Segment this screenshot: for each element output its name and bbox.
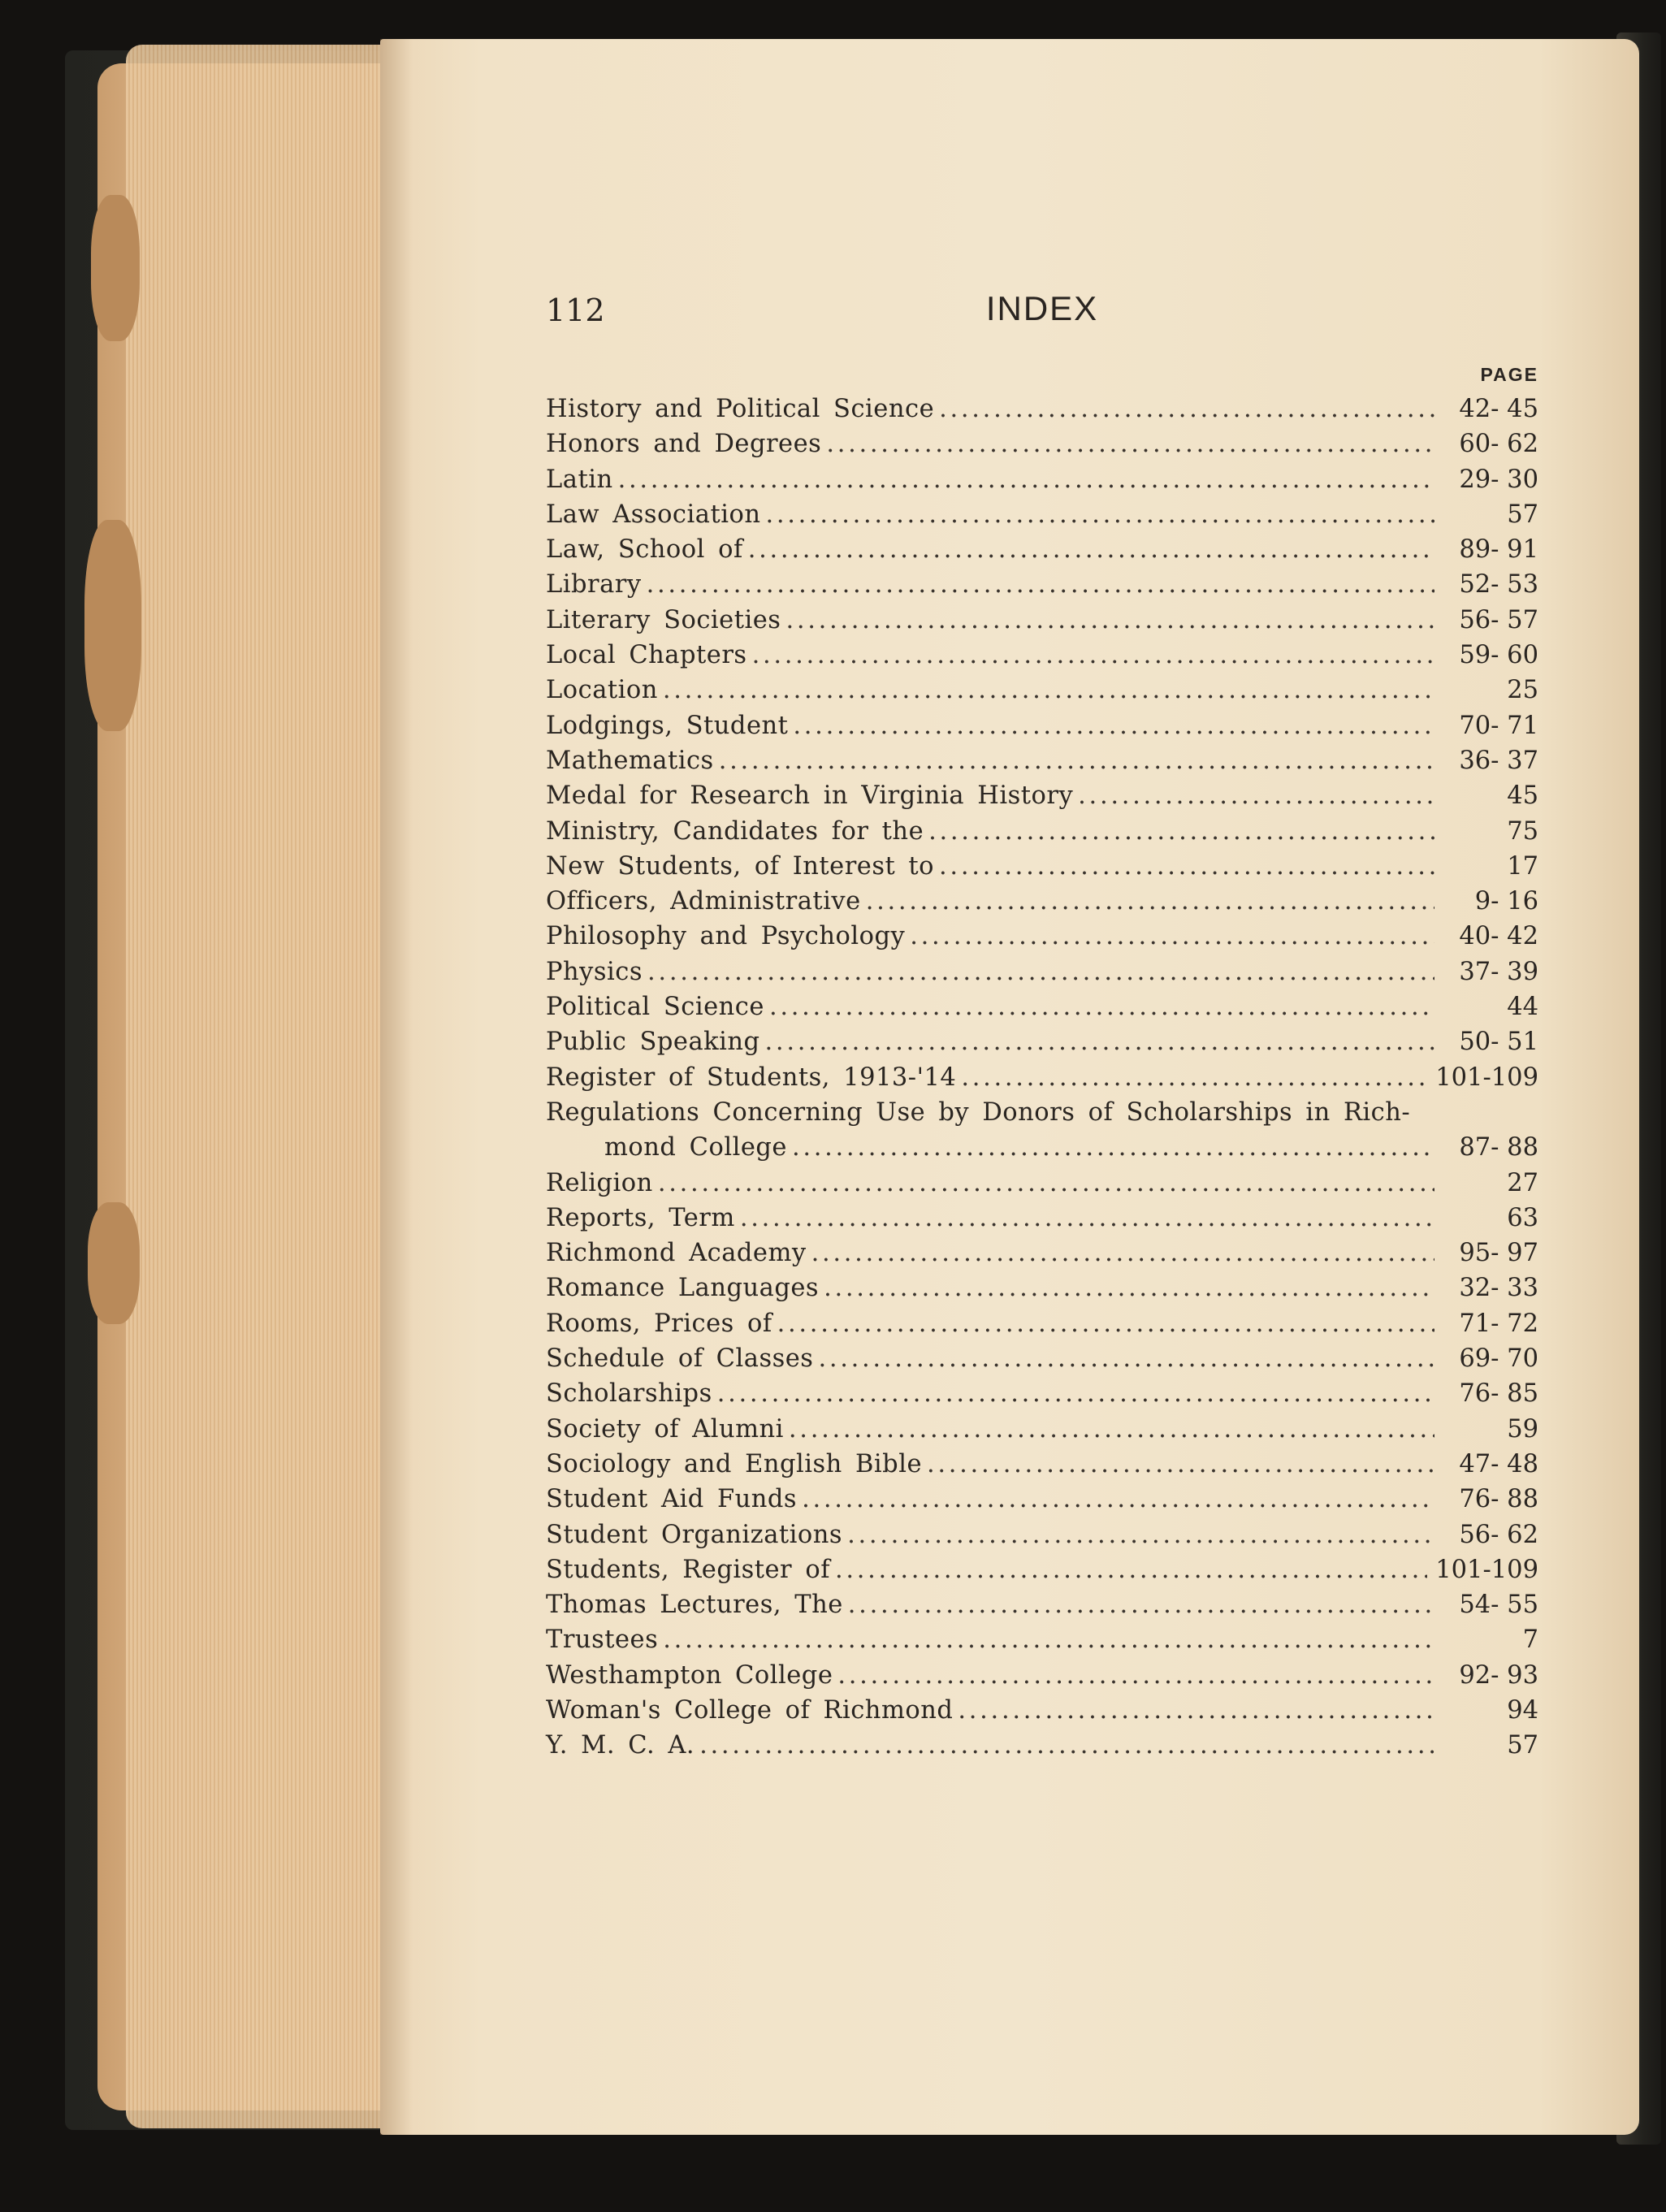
index-entry (546, 603, 1538, 638)
entry-text-continuation: mond College (604, 1133, 787, 1162)
entry-pages: 52- 53 (1459, 570, 1538, 600)
index-entry (546, 1166, 1538, 1201)
entry-text: Richmond Academy (546, 1239, 807, 1268)
dot-leader (740, 1201, 1434, 1236)
entry-pages: 32- 33 (1459, 1274, 1538, 1303)
entry-pages: 42- 45 (1459, 395, 1538, 423)
entry-pages: 45 (1507, 781, 1538, 811)
entry-pages: 47- 48 (1459, 1449, 1538, 1478)
entry-pages: 57 (1507, 1731, 1538, 1760)
dot-leader (792, 1130, 1434, 1165)
index-entry (546, 1412, 1538, 1447)
dot-leader (928, 814, 1434, 849)
entry-text: Students, Register of (546, 1555, 830, 1584)
entry-text: Westhampton College (546, 1660, 833, 1690)
entry-pages: 75 (1507, 816, 1538, 846)
dot-leader (939, 849, 1434, 884)
entry-text: Physics (546, 957, 643, 986)
dot-leader (848, 1587, 1434, 1622)
entry-text: Mathematics (546, 746, 714, 775)
dot-leader (835, 1552, 1427, 1587)
dot-leader (847, 1517, 1434, 1552)
dot-leader (663, 673, 1434, 708)
dot-leader (765, 1024, 1434, 1059)
entry-text: Honors and Degrees (546, 430, 822, 459)
dot-leader (752, 638, 1434, 673)
index-entry (546, 497, 1538, 532)
dot-leader (1078, 778, 1434, 813)
entry-pages: 37- 39 (1459, 957, 1538, 986)
dot-leader (961, 1060, 1427, 1095)
entry-text: Lodgings, Student (546, 711, 789, 740)
index-entry-continuation (546, 1130, 1538, 1165)
dot-leader (939, 392, 1434, 426)
index-entry (546, 708, 1538, 743)
dot-leader (789, 1412, 1434, 1447)
entry-text: Latin (546, 465, 613, 494)
entry-text: History and Political Science (546, 395, 935, 423)
entry-text: Local Chapters (546, 641, 747, 670)
entry-text: Ministry, Candidates for the (546, 816, 924, 846)
index-entry (546, 778, 1538, 813)
entry-text: Political Science (546, 993, 764, 1022)
entry-text: Reports, Term (546, 1203, 735, 1232)
index-entry (546, 1552, 1538, 1587)
dot-leader (826, 426, 1434, 461)
entry-pages: 7 (1522, 1625, 1538, 1655)
entry-text: Rooms, Prices of (546, 1309, 772, 1338)
entry-text: Law Association (546, 500, 761, 529)
entry-text: Y. M. C. A. (546, 1731, 695, 1760)
entry-pages: 71- 72 (1459, 1309, 1538, 1338)
index-entry (546, 1693, 1538, 1728)
entry-text: Literary Societies (546, 605, 781, 634)
entry-pages: 36- 37 (1459, 746, 1538, 775)
dot-leader (958, 1693, 1434, 1728)
index-entry (546, 919, 1538, 954)
entry-pages: 17 (1507, 851, 1538, 881)
entry-pages: 87- 88 (1459, 1133, 1538, 1162)
index-entry (546, 989, 1538, 1024)
entry-pages: 59- 60 (1459, 641, 1538, 670)
dot-leader (818, 1341, 1434, 1376)
dot-leader (663, 1622, 1434, 1657)
index-entry (546, 1658, 1538, 1693)
page-column-label: PAGE (1480, 364, 1538, 385)
entry-text: Sociology and English Bible (546, 1449, 922, 1478)
entry-text: Student Aid Funds (546, 1485, 798, 1514)
index-entry (546, 638, 1538, 673)
dot-leader (811, 1236, 1434, 1270)
entry-pages: 50- 51 (1459, 1028, 1538, 1057)
entry-pages: 59 (1507, 1414, 1538, 1444)
dot-leader (748, 532, 1434, 567)
dot-leader (618, 462, 1434, 497)
entry-text: New Students, of Interest to (546, 851, 935, 881)
index-entry (546, 1024, 1538, 1059)
index-entry (546, 673, 1538, 708)
entry-pages: 70- 71 (1459, 711, 1538, 740)
entry-pages: 54- 55 (1459, 1591, 1538, 1620)
index-entry (546, 1060, 1538, 1095)
dot-leader (769, 989, 1434, 1024)
entry-pages: 57 (1507, 500, 1538, 529)
index-entry (546, 1341, 1538, 1376)
dot-leader (793, 708, 1434, 743)
index-entry (546, 392, 1538, 426)
entry-pages: 56- 62 (1459, 1520, 1538, 1549)
entry-pages: 60- 62 (1459, 430, 1538, 459)
dot-leader (647, 567, 1434, 602)
entry-text: Public Speaking (546, 1028, 760, 1057)
index-entry (546, 426, 1538, 461)
entry-text: Religion (546, 1168, 653, 1197)
entry-text: Medal for Research in Virginia History (546, 781, 1074, 811)
entry-pages: 69- 70 (1459, 1344, 1538, 1374)
entry-pages: 76- 88 (1459, 1485, 1538, 1514)
index-entry (546, 1728, 1538, 1763)
entry-text: Scholarships (546, 1379, 712, 1409)
entry-text: Regulations Concerning Use by Donors of Scholarships in Rich- (546, 1097, 1411, 1127)
dot-leader (765, 497, 1434, 532)
dot-leader (824, 1270, 1434, 1305)
index-entry (546, 954, 1538, 989)
entry-pages: 27 (1507, 1168, 1538, 1197)
index-entry (546, 743, 1538, 778)
entry-pages: 25 (1507, 676, 1538, 705)
index-entry (546, 1622, 1538, 1657)
index-entry (546, 1376, 1538, 1411)
index-entry (546, 1517, 1538, 1552)
entry-pages: 89- 91 (1459, 535, 1538, 565)
index-entry (546, 1270, 1538, 1305)
entry-text: Trustees (546, 1625, 659, 1655)
dot-leader (699, 1728, 1434, 1763)
entry-pages: 40- 42 (1459, 922, 1538, 951)
torn-page-edge (84, 520, 141, 731)
dot-leader (927, 1447, 1434, 1482)
index-entry (546, 532, 1538, 567)
entry-text: Society of Alumni (546, 1414, 784, 1444)
index-entry (546, 1201, 1538, 1236)
entry-pages: 92- 93 (1459, 1660, 1538, 1690)
entry-text: Register of Students, 1913-'14 (546, 1063, 957, 1092)
dot-leader (837, 1658, 1434, 1693)
index-entry (546, 1587, 1538, 1622)
entry-pages: 29- 30 (1459, 465, 1538, 494)
dot-leader (866, 884, 1434, 919)
dot-leader (647, 954, 1434, 989)
dot-leader (658, 1166, 1434, 1201)
dot-leader (785, 603, 1434, 638)
entry-pages: 56- 57 (1459, 605, 1538, 634)
page-number: 112 (546, 292, 605, 328)
entry-pages: 101-109 (1435, 1063, 1538, 1092)
entry-text: Schedule of Classes (546, 1344, 814, 1374)
dot-leader (719, 743, 1434, 778)
entry-text: Law, School of (546, 535, 743, 565)
entry-text: Woman's College of Richmond (546, 1695, 954, 1725)
entry-pages: 101-109 (1435, 1555, 1538, 1584)
index-entry (546, 1447, 1538, 1482)
entry-pages: 44 (1507, 993, 1538, 1022)
index-entry (546, 1236, 1538, 1270)
entry-text: Thomas Lectures, The (546, 1591, 843, 1620)
index-entry (546, 1095, 1538, 1130)
entry-pages: 9- 16 (1474, 887, 1538, 916)
index-entry (546, 1482, 1538, 1517)
entry-pages: 63 (1507, 1203, 1538, 1232)
entry-text: Library (546, 570, 642, 600)
page-title: INDEX (985, 289, 1099, 327)
torn-page-edge (88, 1202, 140, 1324)
entry-text: Philosophy and Psychology (546, 922, 906, 951)
dot-leader (802, 1482, 1434, 1517)
entry-text: Romance Languages (546, 1274, 820, 1303)
index-entry (546, 849, 1538, 884)
entry-text: Officers, Administrative (546, 887, 861, 916)
torn-page-edge (91, 195, 140, 341)
dot-leader (910, 919, 1434, 954)
entry-pages: 76- 85 (1459, 1379, 1538, 1409)
index-entry (546, 567, 1538, 602)
page-gutter-shadow (380, 39, 413, 2135)
index-entry (546, 884, 1538, 919)
index-entry (546, 462, 1538, 497)
page-edges (126, 45, 394, 2128)
dot-leader (777, 1306, 1434, 1341)
index-entries (546, 392, 1538, 1764)
entry-pages: 95- 97 (1459, 1239, 1538, 1268)
entry-text: Location (546, 676, 658, 705)
entry-text: Student Organizations (546, 1520, 843, 1549)
entry-pages: 94 (1507, 1695, 1538, 1725)
index-entry (546, 814, 1538, 849)
dot-leader (717, 1376, 1434, 1411)
index-entry (546, 1306, 1538, 1341)
running-head (546, 289, 1538, 341)
